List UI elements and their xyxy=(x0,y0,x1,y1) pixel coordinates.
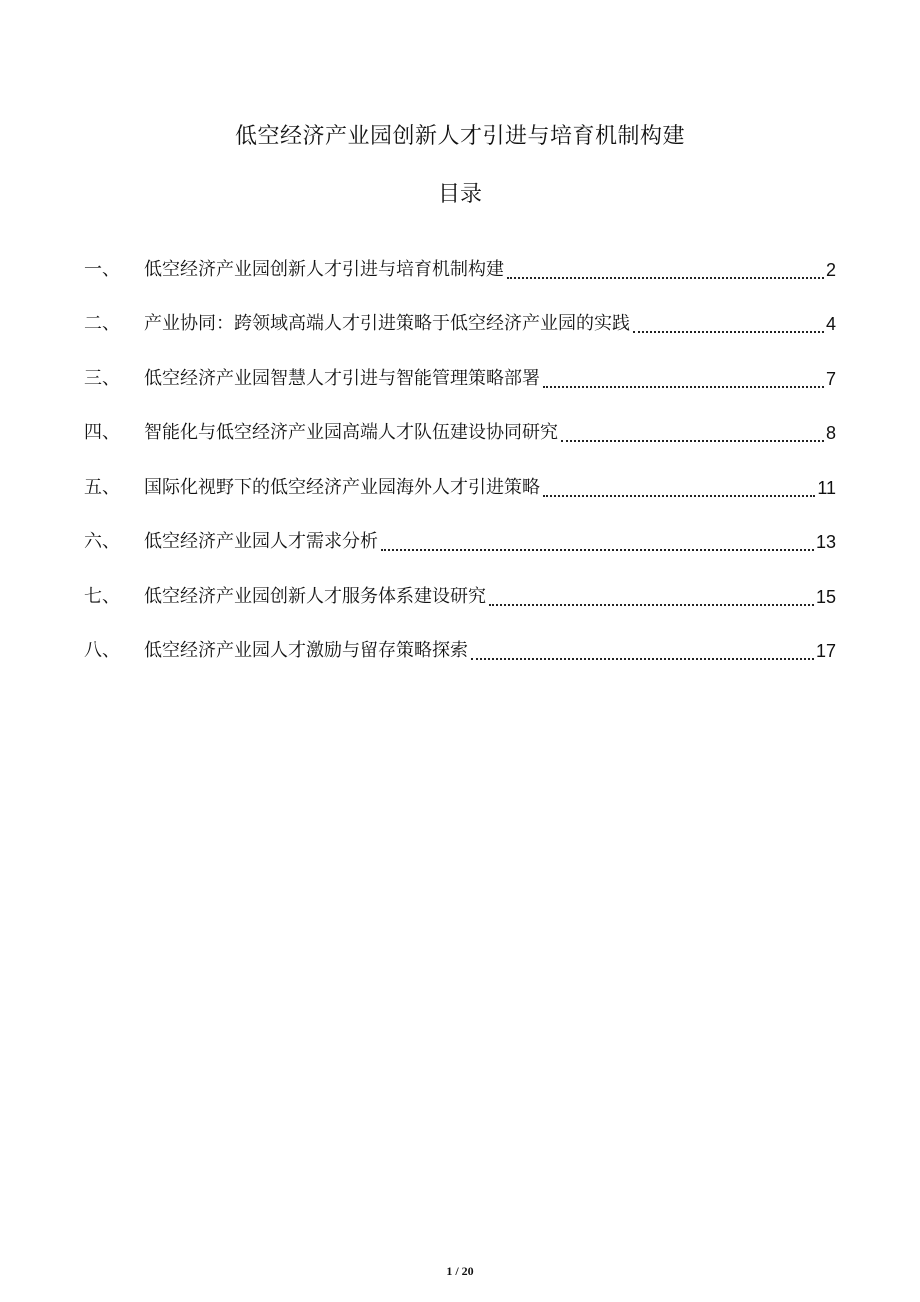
toc-entry-number: 七、 xyxy=(84,585,120,607)
toc-entry-4[interactable] xyxy=(84,397,836,452)
toc-entry-page: 2 xyxy=(825,259,836,280)
page-number-footer: 1 / 20 xyxy=(446,1264,474,1278)
toc-entry-title: 低空经济产业园人才激励与留存策略探索 xyxy=(144,640,468,661)
toc-dot-leader xyxy=(507,277,824,279)
toc-entry-number: 六、 xyxy=(84,531,120,552)
toc-dot-leader xyxy=(561,440,824,442)
toc-entry-page: 8 xyxy=(825,423,836,443)
toc-dot-leader xyxy=(543,386,824,388)
toc-entry-1[interactable] xyxy=(84,233,836,288)
toc-dot-leader xyxy=(543,495,815,497)
toc-entry-3[interactable] xyxy=(84,342,836,397)
table-of-contents xyxy=(84,233,836,669)
toc-entry-title: 智能化与低空经济产业园高端人才队伍建设协同研究 xyxy=(144,422,558,443)
toc-entry-2[interactable] xyxy=(84,288,836,343)
toc-entry-page: 15 xyxy=(815,586,836,607)
toc-entry-title: 低空经济产业园人才需求分析 xyxy=(144,531,378,552)
toc-entry-6[interactable] xyxy=(84,506,836,561)
toc-entry-5[interactable] xyxy=(84,451,836,506)
toc-entry-title: 低空经济产业园创新人才服务体系建设研究 xyxy=(144,585,486,607)
toc-entry-7[interactable] xyxy=(84,560,836,615)
toc-entry-title: 低空经济产业园创新人才引进与培育机制构建 xyxy=(144,258,504,280)
toc-entry-number: 五、 xyxy=(84,476,120,498)
toc-entry-title: 产业协同：跨领域高端人才引进策略于低空经济产业园的实践 xyxy=(144,313,630,334)
toc-heading: 目录 xyxy=(437,182,482,207)
toc-entry-title: 低空经济产业园智慧人才引进与智能管理策略部署 xyxy=(144,367,540,389)
toc-entry-number: 四、 xyxy=(84,422,120,443)
toc-dot-leader xyxy=(633,331,824,333)
toc-entry-8[interactable] xyxy=(84,615,836,670)
toc-entry-number: 二、 xyxy=(84,313,120,334)
toc-entry-title: 国际化视野下的低空经济产业园海外人才引进策略 xyxy=(144,476,540,498)
toc-dot-leader xyxy=(489,604,814,606)
toc-entry-page: 11 xyxy=(817,477,836,498)
toc-entry-number: 八、 xyxy=(84,640,120,661)
toc-entry-number: 三、 xyxy=(84,367,120,389)
toc-entry-page: 4 xyxy=(825,314,836,334)
toc-dot-leader xyxy=(471,658,814,660)
toc-entry-page: 13 xyxy=(815,532,836,552)
toc-entry-number: 一、 xyxy=(84,258,120,280)
document-title: 低空经济产业园创新人才引进与培育机制构建 xyxy=(234,124,685,149)
toc-dot-leader xyxy=(381,549,814,551)
toc-entry-page: 7 xyxy=(825,368,836,389)
toc-entry-page: 17 xyxy=(815,641,836,661)
